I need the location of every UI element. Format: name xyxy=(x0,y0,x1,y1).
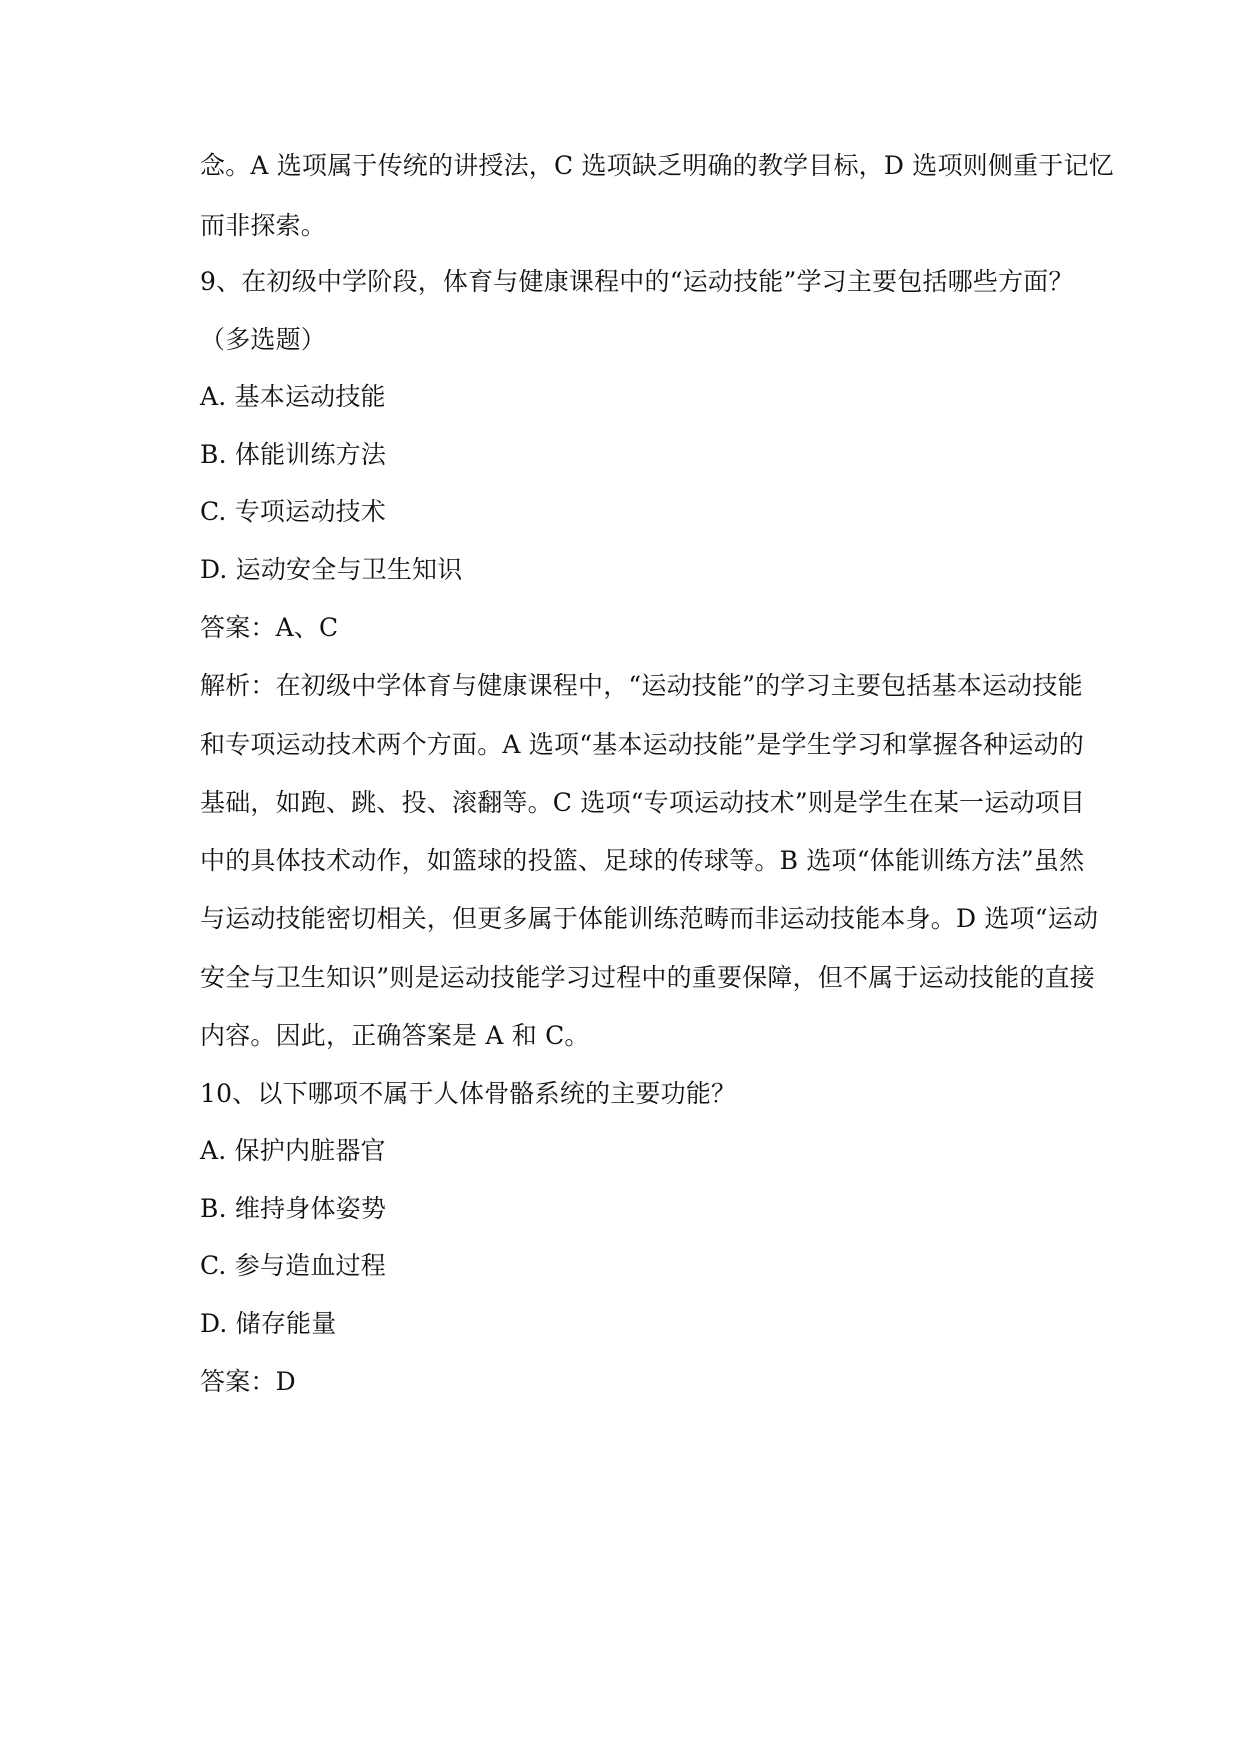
question-10-option-c: C. 参与造血过程 xyxy=(200,1251,386,1280)
question-9-explanation-line: 安全与卫生知识”则是运动技能学习过程中的重要保障，但不属于运动技能的直接 xyxy=(200,963,1095,992)
question-10-option-b: B. 维持身体姿势 xyxy=(200,1194,387,1223)
question-9-option-b: B. 体能训练方法 xyxy=(200,440,387,469)
explanation-continuation-line: 念。A 选项属于传统的讲授法，C 选项缺乏明确的教学目标，D 选项则侧重于记忆 xyxy=(200,151,1114,180)
question-10-option-d: D. 储存能量 xyxy=(200,1309,337,1338)
question-9-explanation-line: 内容。因此，正确答案是 A 和 C。 xyxy=(200,1021,590,1050)
question-9-explanation-line: 基础，如跑、跳、投、滚翻等。C 选项“专项运动技术”则是学生在某一运动项目 xyxy=(200,788,1086,817)
question-10-text: 10、以下哪项不属于人体骨骼系统的主要功能？ xyxy=(200,1079,737,1108)
question-9-explanation-line: 与运动技能密切相关，但更多属于体能训练范畴而非运动技能本身。D 选项“运动 xyxy=(200,904,1099,933)
question-9-option-d: D. 运动安全与卫生知识 xyxy=(200,555,463,584)
question-9-type: （多选题） xyxy=(200,325,327,354)
question-9-explanation-line: 和专项运动技术两个方面。A 选项“基本运动技能”是学生学习和掌握各种运动的 xyxy=(200,730,1084,759)
question-9-option-a: A. 基本运动技能 xyxy=(200,382,386,411)
question-9-option-c: C. 专项运动技术 xyxy=(200,497,386,526)
question-9-explanation-line: 中的具体技术动作，如篮球的投篮、足球的传球等。B 选项“体能训练方法”虽然 xyxy=(200,846,1085,875)
question-9-explanation-line: 解析：在初级中学体育与健康课程中，“运动技能”的学习主要包括基本运动技能 xyxy=(200,671,1083,700)
question-10-option-a: A. 保护内脏器官 xyxy=(200,1136,386,1165)
explanation-continuation-line: 而非探索。 xyxy=(200,211,327,240)
question-9-text: 9、在初级中学阶段，体育与健康课程中的“运动技能”学习主要包括哪些方面？ xyxy=(200,267,1074,296)
question-10-answer: 答案：D xyxy=(200,1367,296,1396)
question-9-answer: 答案：A、C xyxy=(200,613,339,642)
